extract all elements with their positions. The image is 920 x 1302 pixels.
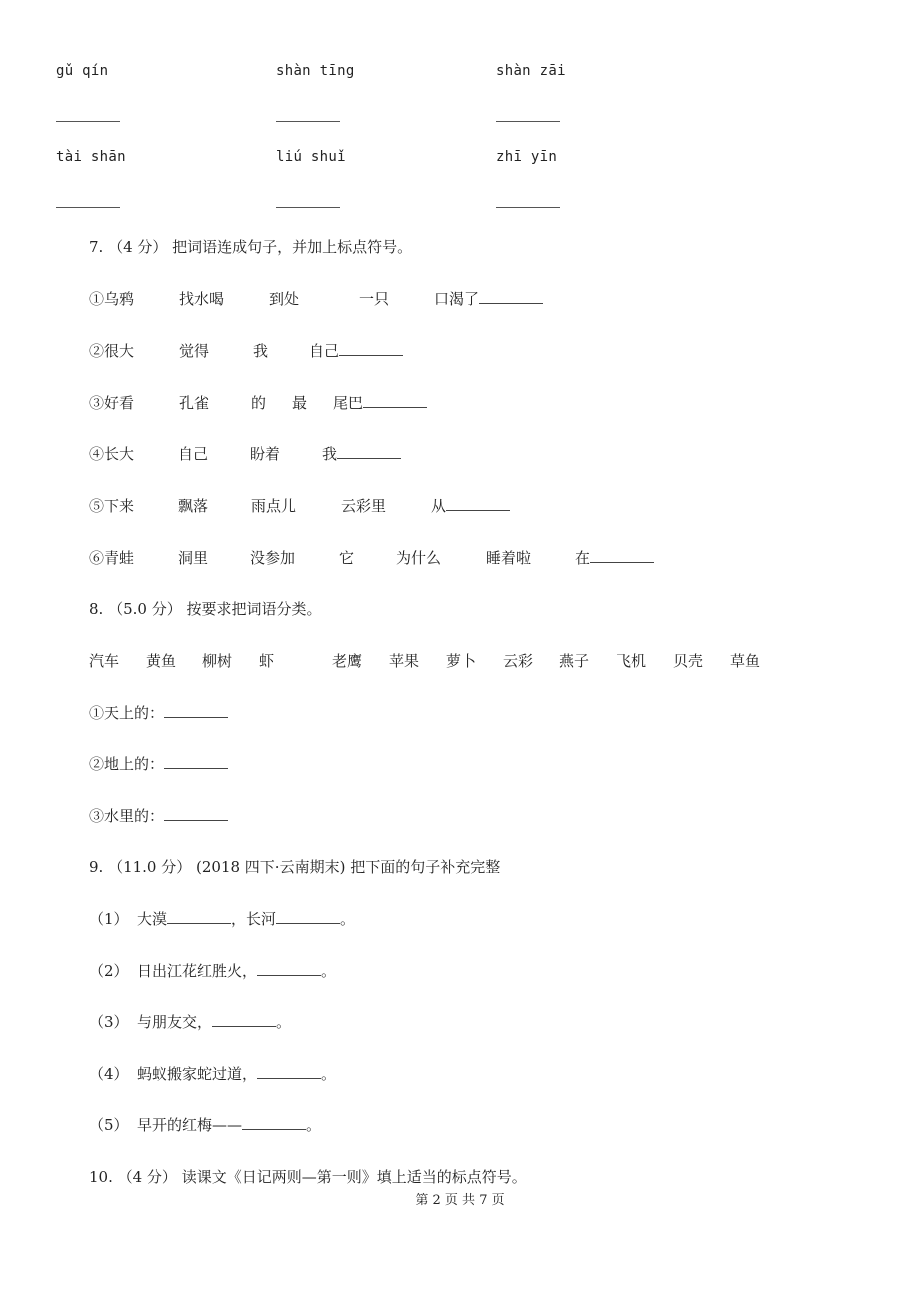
word: ④长大	[89, 445, 135, 463]
q9-item-4	[89, 1064, 336, 1084]
word: 飘落	[178, 497, 209, 515]
word: 草鱼	[730, 652, 761, 670]
item-text: 。	[321, 1065, 337, 1083]
item-text: 。	[276, 1013, 292, 1031]
word: 黄鱼	[146, 652, 177, 670]
answer-blank[interactable]	[496, 121, 560, 122]
answer-blank[interactable]	[56, 121, 120, 122]
q9-item-1	[89, 909, 355, 929]
q8-item-2	[89, 754, 228, 774]
pinyin-item: shàn zāi	[496, 63, 566, 79]
answer-blank[interactable]	[276, 207, 340, 208]
answer-blank[interactable]	[446, 496, 510, 511]
pinyin-item: tài shān	[56, 149, 126, 165]
question-7-header: 7. （4 分） 把词语连成句子，并加上标点符号。	[89, 238, 413, 256]
answer-blank[interactable]	[167, 909, 231, 924]
word: 最	[292, 394, 308, 412]
q8-word-list	[89, 651, 760, 671]
word: 我	[322, 445, 338, 463]
word: 口渴了	[434, 290, 480, 308]
word: 在	[575, 549, 591, 567]
item-number: （1）	[89, 910, 129, 928]
q8-item-1	[89, 703, 228, 723]
word: 飞机	[616, 652, 647, 670]
item-number: （3）	[89, 1013, 129, 1031]
q9-item-2	[89, 961, 336, 981]
q8-item-3	[89, 806, 228, 826]
word: 苹果	[389, 652, 420, 670]
q9-item-3	[89, 1012, 291, 1032]
pinyin-item: gǔ qín	[56, 63, 109, 79]
word: 睡着啦	[486, 549, 532, 567]
word: 到处	[269, 290, 300, 308]
answer-blank[interactable]	[339, 341, 403, 356]
word: 为什么	[396, 549, 442, 567]
word: ①乌鸦	[89, 290, 135, 308]
answer-blank[interactable]	[164, 806, 228, 821]
word: 从	[431, 497, 447, 515]
word: 雨点儿	[251, 497, 297, 515]
q7-item-4	[89, 444, 401, 464]
category-label: ②地上的：	[89, 755, 165, 773]
item-text: 。	[306, 1116, 322, 1134]
category-label: ①天上的：	[89, 704, 165, 722]
item-number: （5）	[89, 1116, 129, 1134]
word: 我	[253, 342, 269, 360]
item-number: （4）	[89, 1065, 129, 1083]
pinyin-item: shàn tīng	[276, 63, 355, 79]
answer-blank[interactable]	[337, 444, 401, 459]
word: ②很大	[89, 342, 135, 360]
item-text: 早开的红梅——	[137, 1116, 243, 1134]
word: ⑥青蛙	[89, 549, 135, 567]
word: 觉得	[179, 342, 210, 360]
answer-blank[interactable]	[164, 703, 228, 718]
answer-blank[interactable]	[56, 207, 120, 208]
answer-blank[interactable]	[363, 393, 427, 408]
q7-item-6	[89, 548, 654, 568]
word: 它	[339, 549, 355, 567]
word: ⑤下来	[89, 497, 135, 515]
item-number: （2）	[89, 962, 129, 980]
answer-blank[interactable]	[276, 121, 340, 122]
word: 的	[251, 394, 267, 412]
word: 找水喝	[179, 290, 225, 308]
item-text: 与朋友交，	[137, 1013, 213, 1031]
q7-item-1	[89, 289, 543, 309]
item-text: 。	[321, 962, 337, 980]
item-text: ，长河	[231, 910, 277, 928]
word: 虾	[259, 652, 275, 670]
q7-item-3	[89, 393, 427, 413]
answer-blank[interactable]	[242, 1115, 306, 1130]
q7-item-5	[89, 496, 510, 516]
answer-blank[interactable]	[590, 548, 654, 563]
item-text: 日出江花红胜火，	[137, 962, 258, 980]
word: 萝卜	[446, 652, 477, 670]
word: 云彩里	[341, 497, 387, 515]
word: 洞里	[178, 549, 209, 567]
item-text: 大漠	[137, 910, 168, 928]
word: ③好看	[89, 394, 135, 412]
word: 孔雀	[179, 394, 210, 412]
q9-item-5	[89, 1115, 321, 1135]
q7-item-2	[89, 341, 403, 361]
word: 老鹰	[332, 652, 363, 670]
answer-blank[interactable]	[212, 1012, 276, 1027]
word: 尾巴	[333, 394, 364, 412]
answer-blank[interactable]	[257, 961, 321, 976]
answer-blank[interactable]	[164, 754, 228, 769]
page-footer: 第 2 页 共 7 页	[415, 1193, 505, 1208]
pinyin-item: zhī yīn	[496, 149, 558, 165]
item-text: 。	[340, 910, 356, 928]
category-label: ③水里的：	[89, 807, 165, 825]
answer-blank[interactable]	[257, 1064, 321, 1079]
answer-blank[interactable]	[276, 909, 340, 924]
word: 自己	[178, 445, 209, 463]
word: 一只	[359, 290, 390, 308]
answer-blank[interactable]	[479, 289, 543, 304]
answer-blank[interactable]	[496, 207, 560, 208]
word: 自己	[309, 342, 340, 360]
question-8-header: 8. （5.0 分） 按要求把词语分类。	[89, 600, 322, 618]
item-text: 蚂蚁搬家蛇过道，	[137, 1065, 258, 1083]
word: 柳树	[202, 652, 233, 670]
question-9-header: 9. （11.0 分） (2018 四下·云南期末) 把下面的句子补充完整	[89, 858, 501, 876]
question-10-header: 10. （4 分） 读课文《日记两则—第一则》填上适当的标点符号。	[89, 1168, 527, 1186]
word: 没参加	[250, 549, 296, 567]
word: 云彩	[503, 652, 534, 670]
word: 汽车	[89, 652, 120, 670]
word: 燕子	[559, 652, 590, 670]
word: 贝壳	[673, 652, 704, 670]
word: 盼着	[250, 445, 281, 463]
pinyin-item: liú shuǐ	[276, 149, 346, 165]
